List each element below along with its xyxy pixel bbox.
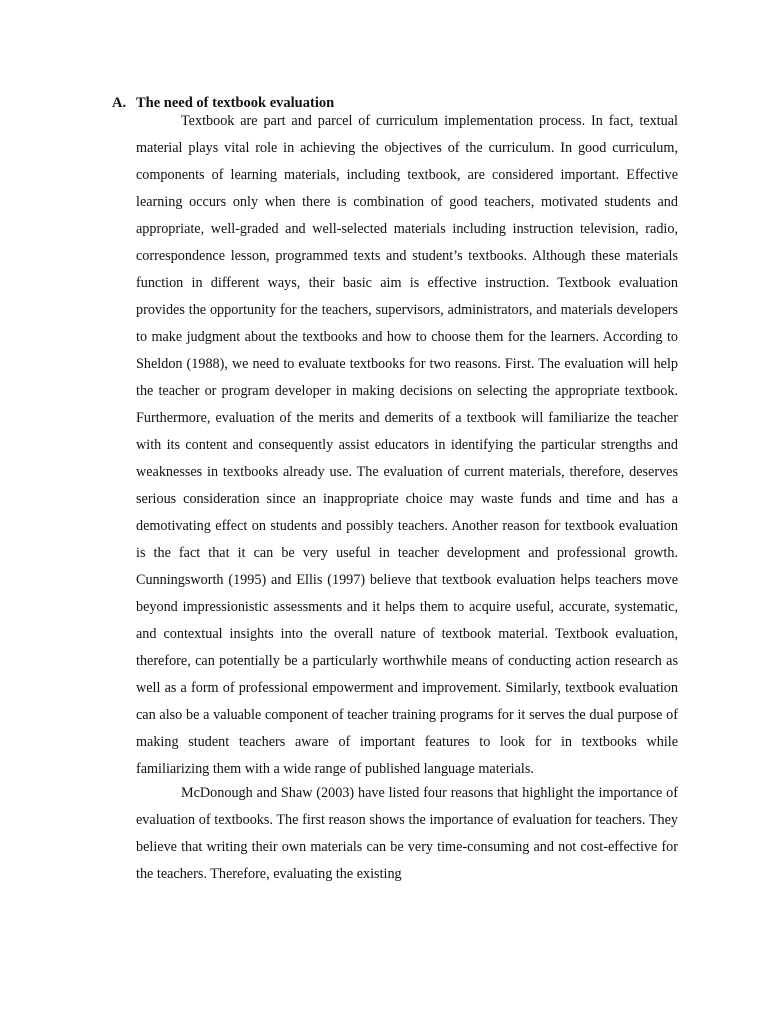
paragraph-1: Textbook are part and parcel of curriculum implementation process. In fact, textual material plays vital role in achieving the objectives of the curriculum. In good curriculum, components of learning materials, including textbook, are considered important. Effective learning occurs only when there is combination of good teachers, motivated students and appropriate, well-graded and well-selected materials including instruction television, radio, correspondence lesson, programmed texts and student’s textbooks. Although these materials function in different ways, their basic aim is effective instruction. Textbook evaluation provides the opportunity for the teachers, supervisors, administrators, and materials developers to make judgment about the textbooks and how to choose them for the learners. According to Sheldon (1988), we need to evaluate textbooks for two reasons. First. The evaluation will help the teacher or program developer in making decisions on selecting the appropriate textbook. Furthermore, evaluation of the merits and demerits of a textbook will familiarize the teacher with its content and consequently assist educators in identifying the particular strengths and weaknesses in textbooks already use. The evaluation of current materials, therefore, deserves serious consideration since an inappropriate choice may waste funds and time and has a demotivating effect on students and possibly teachers. Another reason for textbook evaluation is the fact that it can be very useful in teacher development and professional growth. Cunningsworth (1995) and Ellis (1997) believe that textbook evaluation helps teachers move beyond impressionistic assessments and it helps them to acquire useful, accurate, systematic, and contextual insights into the overall nature of textbook material. Textbook evaluation, therefore, can potentially be a particularly worthwhile means of conducting action research as well as a form of professional empowerment and improvement. Similarly, textbook evaluation can also be a valuable component of teacher training programs for it serves the dual purpose of making student teachers aware of important features to look for in textbooks while familiarizing them with a wide range of published language materials.: [136, 113, 678, 777]
paragraph-2: McDonough and Shaw (2003) have listed four reasons that highlight the importance of evaluation of textbooks. The first reason shows the importance of evaluation for teachers. They believe that writing their own materials can be very time-consuming and not cost-effective for the teachers. Therefore, evaluating the existing: [136, 785, 678, 882]
section-title: The need of textbook evaluation: [136, 95, 335, 111]
body-text: [136, 108, 678, 888]
section-letter: A.: [112, 95, 127, 111]
